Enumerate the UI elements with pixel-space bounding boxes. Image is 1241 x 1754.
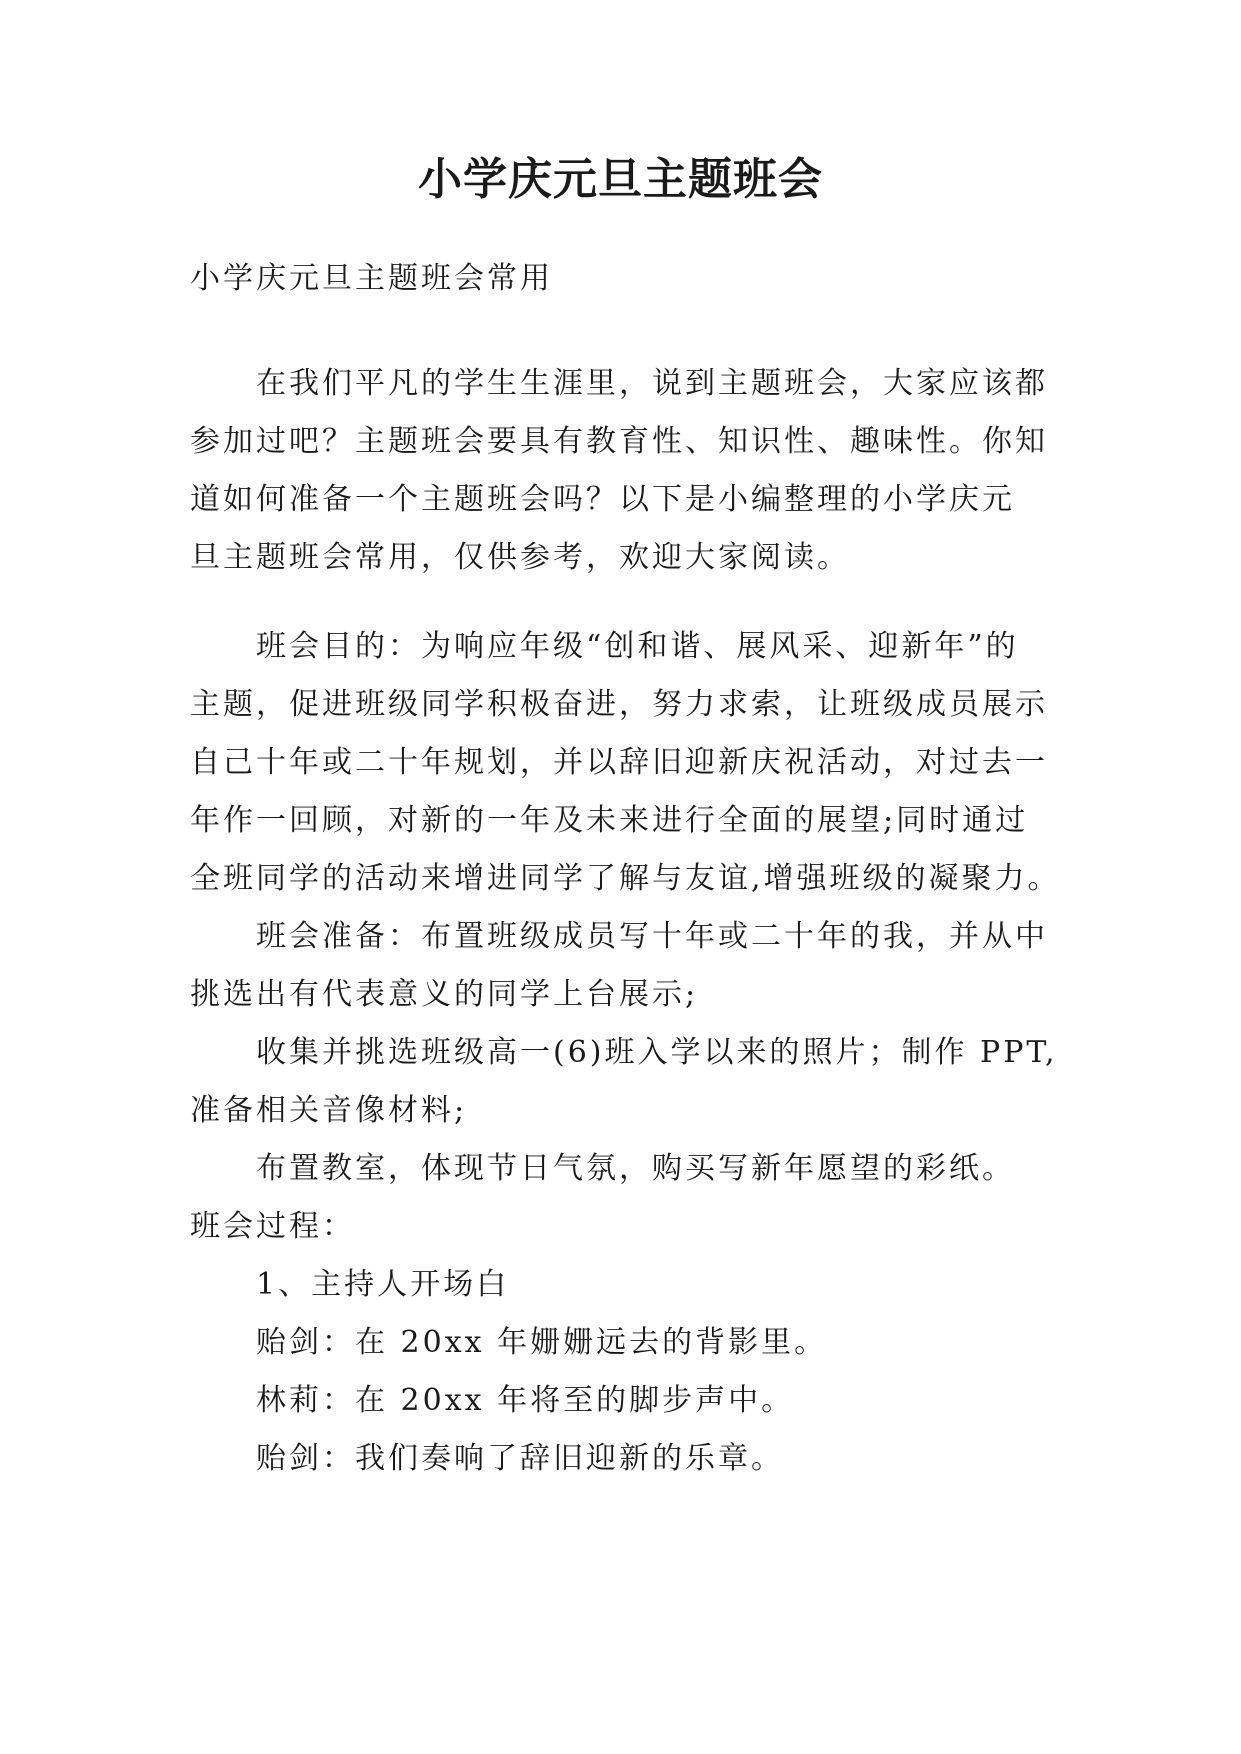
paragraph-line: 全班同学的活动来增进同学了解与友谊,增强班级的凝聚力。 <box>190 861 1061 896</box>
paragraph-line: 自己十年或二十年规划，并以辞旧迎新庆祝活动，对过去一 <box>190 745 1048 780</box>
paragraph-line: 班会准备：布置班级成员写十年或二十年的我，并从中 <box>256 919 1048 954</box>
paragraph-line: 林莉：在 20xx 年将至的脚步声中。 <box>256 1383 795 1418</box>
paragraph-line: 收集并挑选班级高一(6)班入学以来的照片；制作 PPT, <box>256 1035 1058 1070</box>
paragraph-line: 旦主题班会常用，仅供参考，欢迎大家阅读。 <box>190 540 850 575</box>
paragraph-line: 1、主持人开场白 <box>256 1267 510 1302</box>
paragraph-line: 年作一回顾，对新的一年及未来进行全面的展望;同时通过 <box>190 803 1029 838</box>
document-subtitle <box>190 250 1050 308</box>
paragraph-line: 主题，促进班级同学积极奋进，努力求索，让班级成员展示 <box>190 687 1048 722</box>
paragraph-line: 贻剑：我们奏响了辞旧迎新的乐章。 <box>256 1441 784 1476</box>
paragraph-line: 贻剑：在 20xx 年姗姗远去的背影里。 <box>256 1325 828 1360</box>
paragraph-line: 布置教室，体现节日气氛，购买写新年愿望的彩纸。 <box>256 1151 1015 1186</box>
paragraph-line: 准备相关音像材料; <box>190 1093 468 1128</box>
paragraph-line: 参加过吧？主题班会要具有教育性、知识性、趣味性。你知 <box>190 424 1048 459</box>
paragraph-line: 挑选出有代表意义的同学上台展示; <box>190 977 699 1012</box>
paragraph-line: 在我们平凡的学生生涯里，说到主题班会，大家应该都 <box>256 366 1048 401</box>
paragraph-line: 道如何准备一个主题班会吗？以下是小编整理的小学庆元 <box>190 482 1015 517</box>
paragraph-line: 班会目的：为响应年级“创和谐、展风采、迎新年”的 <box>256 629 1019 664</box>
body-section <box>190 618 1061 1488</box>
paragraph-line: 班会过程： <box>190 1209 355 1244</box>
intro-paragraph <box>190 355 1050 587</box>
document-title: 小学庆元旦主题班会 <box>418 154 823 205</box>
subtitle-line: 小学庆元旦主题班会常用 <box>190 261 553 296</box>
